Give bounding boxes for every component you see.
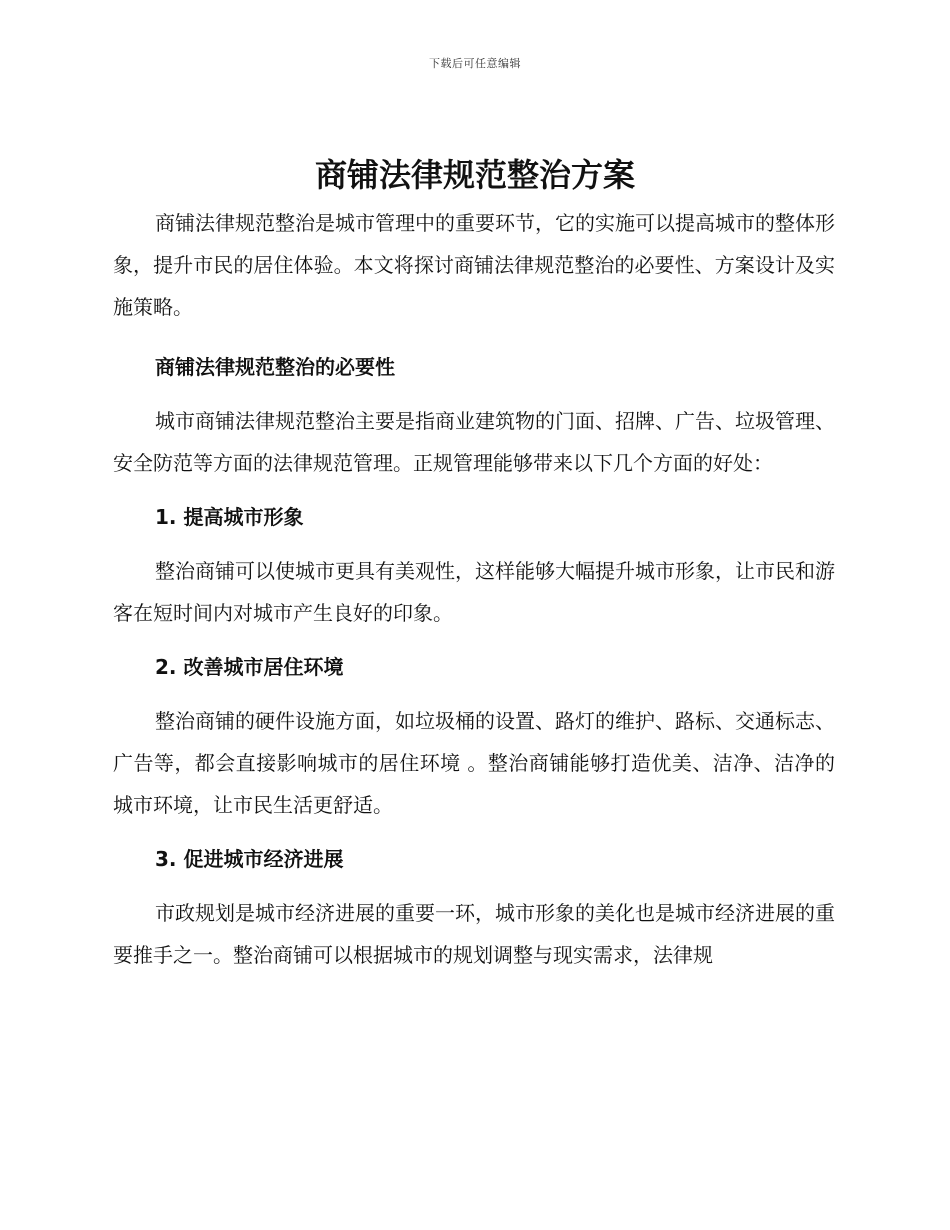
- header-note: 下载后可任意编辑: [429, 57, 521, 70]
- item-heading-1: 1. 提高城市形象: [155, 505, 304, 529]
- section-heading-necessity: 商铺法律规范整治的必要性: [155, 355, 395, 379]
- item-heading-2: 2. 改善城市居住环境: [155, 655, 344, 679]
- document-body: [113, 202, 835, 976]
- intro-paragraph: 商铺法律规范整治是城市管理中的重要环节，它的实施可以提高城市的整体形象，提升市民的居住体验。本文将探讨商铺法律规范整治的必要性、方案设计及实施策略。: [113, 211, 835, 319]
- item-paragraph-1: 整治商铺可以使城市更具有美观性，这样能够大幅提升城市形象，让市民和游客在短时间内对城市产生良好的印象。: [113, 559, 835, 625]
- item-paragraph-2: 整治商铺的硬件设施方面，如垃圾桶的设置、路灯的维护、路标、交通标志、广告等，都会直接影响城市的居住环境 。整治商铺能够打造优美、洁净、洁净的城市环境，让市民生活更舒适。: [113, 709, 835, 817]
- item-heading-3: 3. 促进城市经济进展: [155, 847, 344, 871]
- item-paragraph-3: 市政规划是城市经济进展的重要一环，城市形象的美化也是城市经济进展的重要推手之一。整治商铺可以根据城市的规划调整与现实需求，法律规: [113, 901, 835, 967]
- section-paragraph-necessity: 城市商铺法律规范整治主要是指商业建筑物的门面、招牌、广告、垃圾管理、安全防范等方面的法律规范管理。正规管理能够带来以下几个方面的好处：: [113, 409, 835, 475]
- document-title: 商铺法律规范整治方案: [314, 156, 635, 194]
